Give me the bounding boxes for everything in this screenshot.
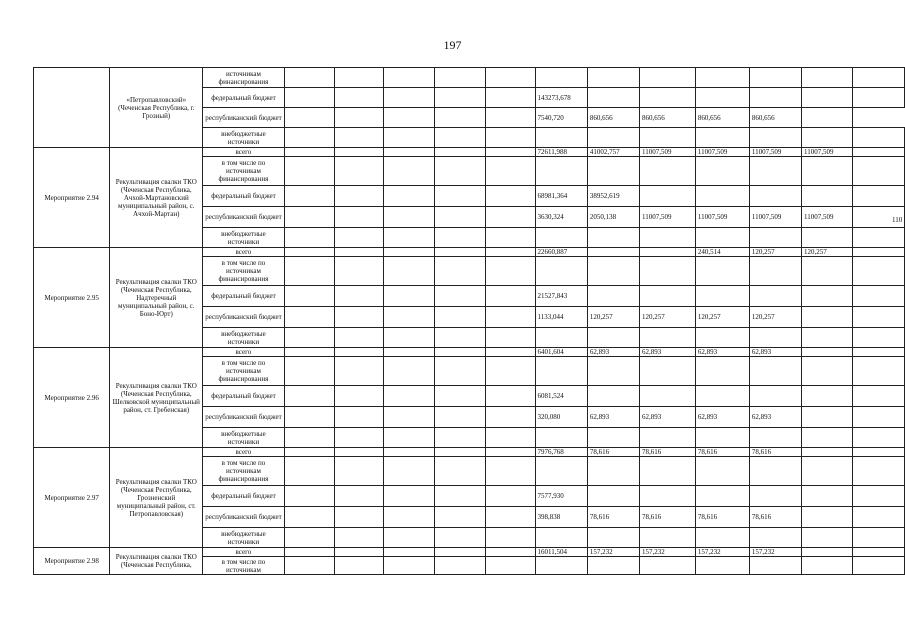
source-cell: в том числе по источникам финансирования — [203, 257, 285, 286]
value-cell: 11007,509 — [749, 148, 801, 157]
table-row — [34, 348, 905, 357]
source-cell: внебюджетные источники — [203, 328, 285, 348]
source-cell: республиканский бюджет — [203, 108, 285, 128]
value-cell: 11007,509 — [749, 207, 801, 228]
source-cell: республиканский бюджет — [203, 307, 285, 328]
value-cell: 68981,364 — [535, 186, 587, 207]
value-cell: 41002,757 — [587, 148, 639, 157]
value-cell: 2050,138 — [587, 207, 639, 228]
object-name-cell: Рекультивация свалки ТКО (Чеченская Республика, Шелковской муниципальный район, ст. Гребенская) — [110, 348, 203, 448]
value-cell: 22660,887 — [535, 248, 587, 257]
overflow-value: 110 — [892, 216, 903, 224]
table-row — [34, 148, 905, 157]
source-cell: в том числе по источникам финансирования — [203, 357, 285, 386]
object-name-cell: «Петропавловский» (Чеченская Республика, г. Грозный) — [110, 68, 203, 148]
value-cell: 120,257 — [587, 307, 639, 328]
table-row — [34, 448, 905, 457]
value-cell: 7540,720 — [535, 108, 587, 128]
measure-cell: Мероприятие 2.96 — [34, 348, 110, 448]
value-cell: 11007,509 — [639, 148, 695, 157]
value-cell: 120,257 — [695, 307, 749, 328]
value-cell: 6401,604 — [535, 348, 587, 357]
source-cell: всего — [203, 348, 285, 357]
value-cell: 6081,524 — [535, 386, 587, 407]
value-cell: 143273,678 — [535, 88, 587, 108]
value-cell: 11007,509 — [695, 148, 749, 157]
measure-cell: Мероприятие 2.95 — [34, 248, 110, 348]
budget-table-body — [34, 68, 905, 575]
source-cell: внебюджетные источники — [203, 428, 285, 448]
table-row — [34, 548, 905, 557]
source-cell: в том числе по источникам финансирования — [203, 157, 285, 186]
table-row — [34, 68, 905, 88]
value-cell: 62,893 — [695, 348, 749, 357]
value-cell: 860,656 — [587, 108, 639, 128]
value-cell: 120,257 — [749, 248, 801, 257]
value-cell: 62,893 — [587, 348, 639, 357]
value-cell: 78,616 — [587, 448, 639, 457]
value-cell: 72611,988 — [535, 148, 587, 157]
value-cell: 78,616 — [587, 507, 639, 528]
source-cell: внебюджетные источники — [203, 228, 285, 248]
value-cell: 62,893 — [695, 407, 749, 428]
table-row — [34, 248, 905, 257]
value-cell: 7577,930 — [535, 486, 587, 507]
source-cell: внебюджетные источники — [203, 128, 285, 148]
value-cell: 120,257 — [749, 307, 801, 328]
value-cell: 11007,509 — [639, 207, 695, 228]
source-cell: республиканский бюджет — [203, 507, 285, 528]
measure-cell: Мероприятие 2.94 — [34, 148, 110, 248]
page-number: 197 — [443, 38, 462, 52]
value-cell: 240,514 — [695, 248, 749, 257]
value-cell: 157,232 — [749, 548, 801, 557]
value-cell: 62,893 — [639, 407, 695, 428]
source-cell: республиканский бюджет — [203, 207, 285, 228]
value-cell: 860,656 — [695, 108, 749, 128]
value-cell: 78,616 — [749, 448, 801, 457]
value-cell: 1133,044 — [535, 307, 587, 328]
object-name-cell: Рекультивация свалки ТКО (Чеченская Республика, — [110, 548, 203, 575]
object-name-cell: Рекультивация свалки ТКО (Чеченская Республика, Надтеречный муниципальный район, с. Боно-Юрт) — [110, 248, 203, 348]
value-cell: 78,616 — [695, 448, 749, 457]
source-cell: всего — [203, 248, 285, 257]
value-cell: 62,893 — [749, 407, 801, 428]
value-cell: 860,656 — [639, 108, 695, 128]
value-cell: 78,616 — [639, 507, 695, 528]
value-cell: 62,893 — [587, 407, 639, 428]
measure-cell — [34, 68, 110, 148]
source-cell: всего — [203, 548, 285, 557]
value-cell: 157,232 — [695, 548, 749, 557]
source-cell: всего — [203, 448, 285, 457]
value-cell: 78,616 — [695, 507, 749, 528]
value-cell: 38952,619 — [587, 186, 639, 207]
value-cell: 21527,843 — [535, 286, 587, 307]
value-cell: 120,257 — [802, 248, 853, 257]
value-cell: 11007,509 — [695, 207, 749, 228]
value-cell: 78,616 — [749, 507, 801, 528]
object-name-cell: Рекультивация свалки ТКО (Чеченская Республика, Ачхой-Мартановский муниципальный район, с. Ачхой-Мартан) — [110, 148, 203, 248]
value-cell: 398,838 — [535, 507, 587, 528]
value-cell: 3630,324 — [535, 207, 587, 228]
source-cell: федеральный бюджет — [203, 186, 285, 207]
value-cell: 157,232 — [639, 548, 695, 557]
source-cell: источникам финансирования — [203, 68, 285, 88]
source-cell: республиканский бюджет — [203, 407, 285, 428]
measure-cell: Мероприятие 2.97 — [34, 448, 110, 548]
value-cell: 860,656 — [749, 108, 801, 128]
source-cell: внебюджетные источники — [203, 528, 285, 548]
value-cell: 11007,509 — [802, 207, 853, 228]
budget-table — [33, 67, 905, 575]
value-cell: 320,080 — [535, 407, 587, 428]
value-cell: 11007,509 — [802, 148, 853, 157]
value-cell: 62,893 — [639, 348, 695, 357]
value-cell: 16011,504 — [535, 548, 587, 557]
value-cell: 157,232 — [587, 548, 639, 557]
source-cell: федеральный бюджет — [203, 486, 285, 507]
source-cell: в том числе по источникам финансирования — [203, 457, 285, 486]
object-name-cell: Рекультивация свалки ТКО (Чеченская Республика, Грозненский муниципальный район, ст. Петропавловская) — [110, 448, 203, 548]
source-cell: федеральный бюджет — [203, 88, 285, 108]
source-cell: федеральный бюджет — [203, 286, 285, 307]
value-cell: 78,616 — [639, 448, 695, 457]
value-cell: 120,257 — [639, 307, 695, 328]
measure-cell: Мероприятие 2.98 — [34, 548, 110, 575]
source-cell: федеральный бюджет — [203, 386, 285, 407]
source-cell: всего — [203, 148, 285, 157]
value-cell: 62,893 — [749, 348, 801, 357]
value-cell: 7976,768 — [535, 448, 587, 457]
source-cell: в том числе по источникам — [203, 557, 285, 575]
